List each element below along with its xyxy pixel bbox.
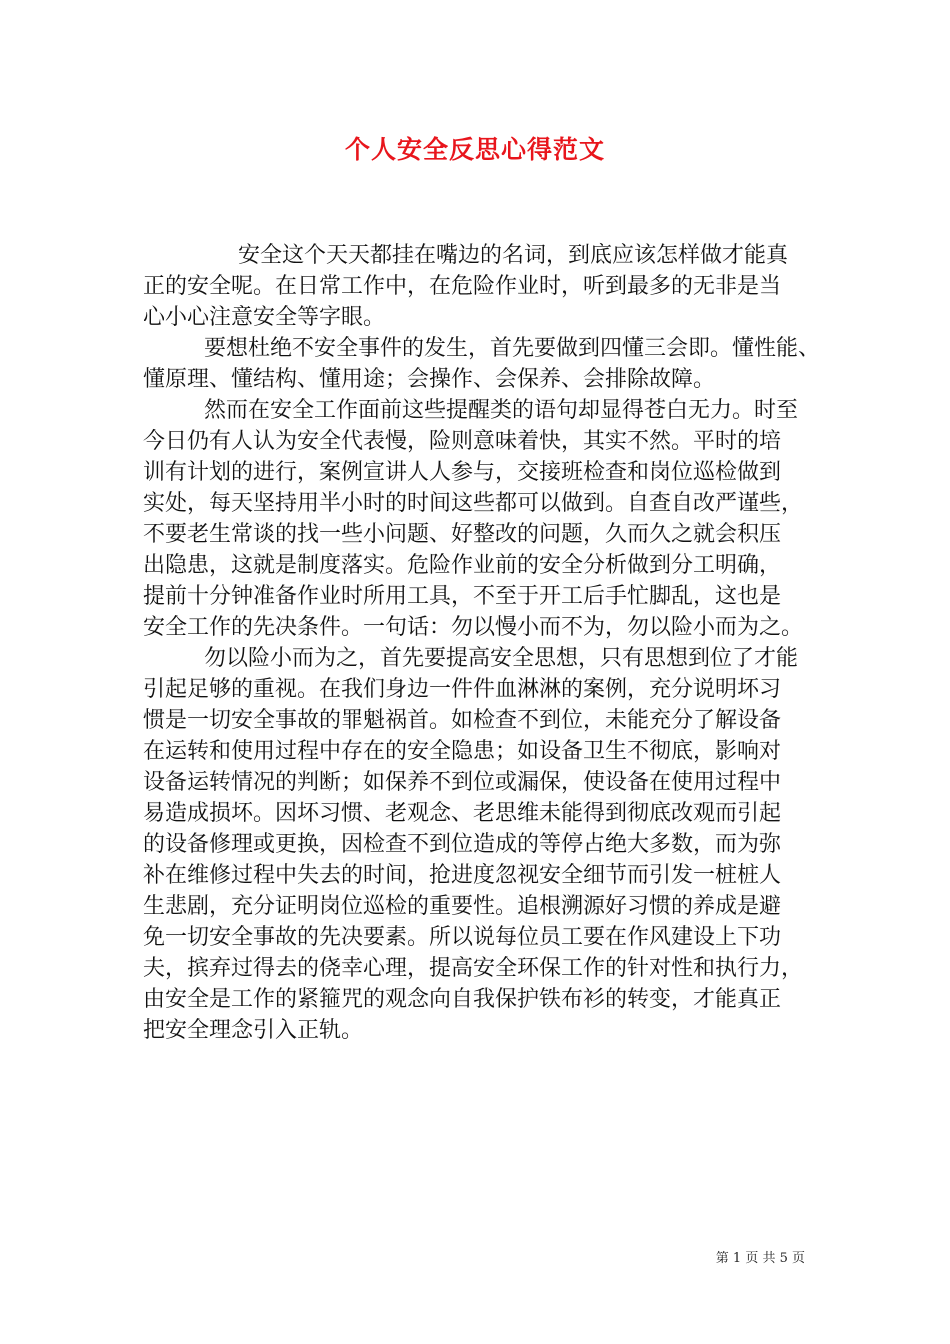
text-line: 引起足够的重视。在我们身边一件件血淋淋的案例，充分说明坏习 <box>143 677 782 702</box>
text-line: 易造成损坏。因坏习惯、老观念、老思维未能得到彻底改观而引起 <box>143 801 782 826</box>
text-line: 实处，每天坚持用半小时的时间这些都可以做到。自查自改严谨些， <box>143 491 804 516</box>
text-line: 正的安全呢。在日常工作中，在危险作业时，听到最多的无非是当 <box>143 274 782 299</box>
text-line: 勿以险小而为之，首先要提高安全思想，只有思想到位了才能 <box>204 646 799 671</box>
text-line: 安全工作的先决条件。一句话：勿以慢小而不为，勿以险小而为之。 <box>143 615 804 640</box>
text-line: 安全这个天天都挂在嘴边的名词，到底应该怎样做才能真 <box>238 243 789 268</box>
page-footer: 第 1 页 共 5 页 <box>715 1251 805 1266</box>
text-line: 提前十分钟准备作业时所用工具，不至于开工后手忙脚乱，这也是 <box>143 584 782 609</box>
text-line: 生悲剧，充分证明岗位巡检的重要性。追根溯源好习惯的养成是避 <box>143 894 782 919</box>
text-line: 懂原理、懂结构、懂用途；会操作、会保养、会排除故障。 <box>143 367 716 392</box>
text-line: 的设备修理或更换，因检查不到位造成的等停占绝大多数，而为弥 <box>143 832 782 857</box>
text-line: 出隐患，这就是制度落实。危险作业前的安全分析做到分工明确， <box>143 553 782 578</box>
page-title: 个人安全反思心得范文 <box>344 135 605 164</box>
text-line: 今日仍有人认为安全代表慢，险则意味着快，其实不然。平时的培 <box>143 429 782 454</box>
text-line: 在运转和使用过程中存在的安全隐患；如设备卫生不彻底，影响对 <box>143 739 782 764</box>
text-line: 夫，摈弃过得去的侥幸心理，提高安全环保工作的针对性和执行力， <box>143 956 804 981</box>
text-line: 补在维修过程中失去的时间，抢进度忽视安全细节而引发一桩桩人 <box>143 863 782 888</box>
text-line: 心小心注意安全等字眼。 <box>143 305 386 330</box>
text-line: 训有计划的进行，案例宣讲人人参与，交接班检查和岗位巡检做到 <box>143 460 782 485</box>
text-line: 惯是一切安全事故的罪魁祸首。如检查不到位，未能充分了解设备 <box>143 708 782 733</box>
text-line: 然而在安全工作面前这些提醒类的语句却显得苍白无力。时至 <box>204 398 799 423</box>
text-line: 免一切安全事故的先决要素。所以说每位员工要在作风建设上下功 <box>143 925 782 950</box>
document-body <box>143 240 823 1046</box>
text-line: 由安全是工作的紧箍咒的观念向自我保护铁布衫的转变，才能真正 <box>143 987 782 1012</box>
text-line: 把安全理念引入正轨。 <box>143 1018 364 1043</box>
text-line: 不要老生常谈的找一些小问题、好整改的问题，久而久之就会积压 <box>143 522 782 547</box>
text-line: 要想杜绝不安全事件的发生，首先要做到四懂三会即。懂性能、 <box>204 336 821 361</box>
text-line: 设备运转情况的判断；如保养不到位或漏保，使设备在使用过程中 <box>143 770 782 795</box>
